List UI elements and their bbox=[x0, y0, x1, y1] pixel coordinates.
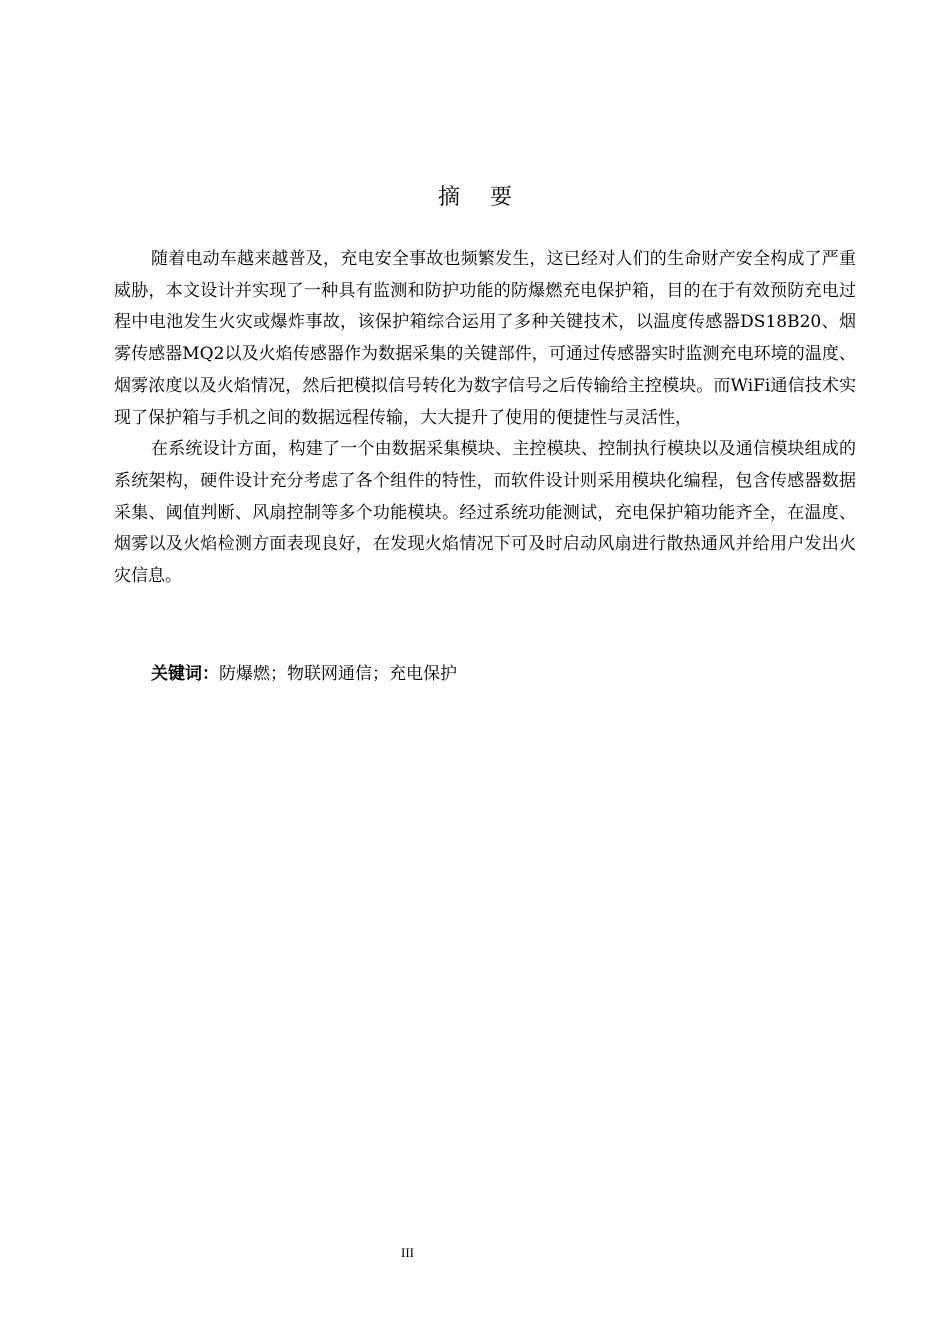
page-number: III bbox=[401, 1245, 414, 1260]
keywords-label: 关键词： bbox=[151, 664, 219, 684]
abstract-paragraph-1: 随着电动车越来越普及，充电安全事故也频繁发生，这已经对人们的生命财产安全构成了严重威胁，本文设计并实现了一种具有监测和防护功能的防爆燃充电保护箱，目的在于有效预防充电过程中电池发生火灾或爆炸事故，该保护箱综合运用了多种关键技术，以温度传感器DS18B20、烟雾传感器MQ2以及火焰传感器作为数据采集的关键部件，可通过传感器实时监测充电环境的温度、烟雾浓度以及火焰情况，然后把模拟信号转化为数字信号之后传输给主控模块。而WiFi通信技术实现了保护箱与手机之间的数据远程传输，大大提升了使用的便捷性与灵活性， bbox=[114, 249, 856, 428]
abstract-paragraph-2: 在系统设计方面，构建了一个由数据采集模块、主控模块、控制执行模块以及通信模块组成的系统架构，硬件设计充分考虑了各个组件的特性，而软件设计则采用模块化编程，包含传感器数据采集、阈值判断、风扇控制等多个功能模块。经过系统功能测试，充电保护箱功能齐全，在温度、烟雾以及火焰检测方面表现良好，在发现火焰情况下可及时启动风扇进行散热通风并给用户发出火灾信息。 bbox=[114, 439, 856, 587]
keywords-text: 防爆燃；物联网通信；充电保护 bbox=[219, 664, 457, 684]
page-title: 摘要 bbox=[437, 185, 542, 210]
keywords-line bbox=[151, 659, 457, 690]
abstract-body bbox=[114, 244, 856, 593]
